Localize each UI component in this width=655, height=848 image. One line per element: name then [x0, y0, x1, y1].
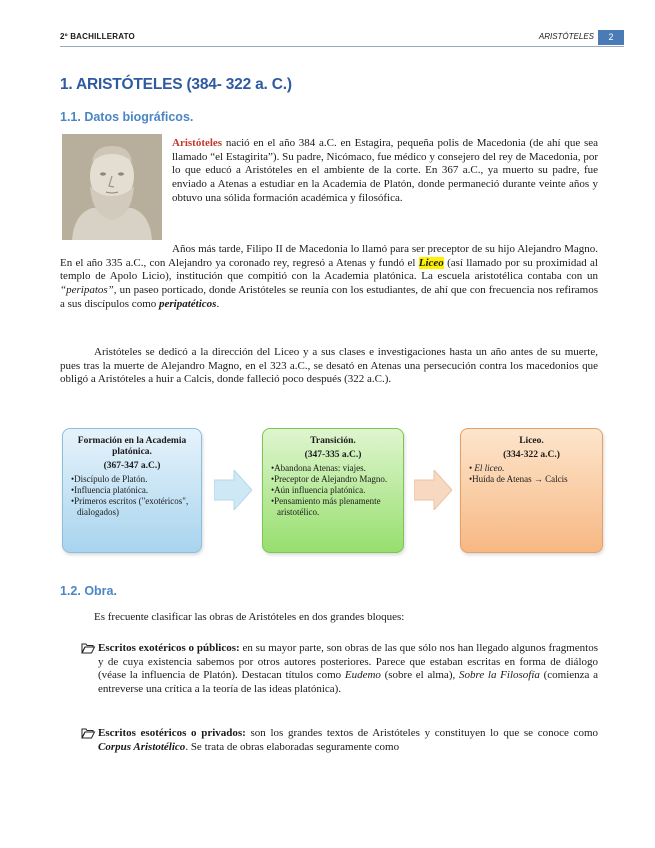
list-item: •Primeros escritos ("exotéricos", dialogados)	[71, 496, 189, 517]
timeline-box-transicion	[262, 428, 404, 553]
peripatos-term: “peripatos”	[60, 284, 114, 297]
bust-illustration	[62, 134, 162, 240]
box-dates: (334-322 a.C.)	[503, 450, 560, 460]
list-item: •Influencia platónica.	[71, 485, 149, 495]
box-title: Transición.	[310, 436, 356, 446]
box-title: Formación en la Academia platónica.	[77, 436, 187, 457]
page-header	[60, 30, 624, 47]
timeline-box-liceo	[460, 428, 603, 553]
aristotle-bust-image	[62, 134, 162, 240]
page-number: 2	[598, 30, 624, 45]
folder-open-icon	[80, 642, 96, 654]
box-list	[71, 474, 193, 518]
paragraph-birth-text: nació en el año 384 a.C. en Estagira, pequeña polis de Macedonia (de ahí que sea llamado “el Estagirita”). Su padre, Nicómaco, fue médico y consejero del rey de Macedonia, por lo que educó a Aristóteles en el ambiente de la corte. En 367 a.C., ya muerto su padre, fue enviado a Atenas a estudiar en la Academia de Platón, donde permaneció durante veinte años y obtuvo una sólida formación académica y filosófica.	[172, 137, 598, 204]
liceo-highlight: Liceo	[418, 256, 444, 269]
list-item-exotericos	[80, 642, 598, 697]
item-term: Escritos exotéricos o públicos:	[98, 642, 240, 654]
paragraph-liceo-text-a: Años más tarde, Filipo II de Macedonia lo llamó para ser preceptor de su hijo Alejandro Magno. En el año 335 a.C., con Alejandro ya coronado rey, regresó a Atenas y fundó el	[60, 243, 598, 269]
header-course: 2º BACHILLERATO	[60, 32, 135, 41]
list-item: •Pensamiento más plenamente aristotélico.	[271, 496, 381, 517]
item-term: Escritos esotéricos o privados:	[98, 727, 246, 739]
paragraph-liceo-text-d: .	[216, 297, 220, 310]
paragraph-intro-obra: Es frecuente clasificar las obras de Aristóteles en dos grandes bloques:	[94, 611, 405, 623]
peripateticos-term: peripatéticos	[159, 297, 217, 310]
corpus-term: Corpus Aristotélico	[98, 740, 186, 753]
paragraph-liceo-text-b: (así llamado por su proximidad al templo de Apolo Licio), institución que compitió con la Academia platónica. La escuela aristotélica contaba con un	[60, 256, 598, 283]
list-item: •Discípulo de Platón.	[71, 474, 148, 484]
list-item: •Preceptor de Alejandro Magno.	[271, 474, 388, 484]
item-text	[98, 727, 598, 754]
item-text-c: (comienza a entreverse una crítica a la teoría de las ideas platónica).	[98, 669, 599, 696]
paragraph-birth	[172, 137, 598, 206]
item-text-b: (sobre el alma),	[380, 669, 459, 682]
list-item: • El liceo.	[469, 463, 505, 473]
list-item: •Abandona Atenas: viajes.	[271, 463, 366, 473]
item-text-a: en su mayor parte, son obras de las que sólo nos han llegado algunos fragmentos y de cuya existencia sabemos por otros autores posteriores. Parece que estaban escritas en forma de diálogo (véase la influencia de Platón). Destacan títulos como	[98, 642, 598, 682]
list-item: •Aún influencia platónica.	[271, 485, 366, 495]
paragraph-death: Aristóteles se dedicó a la dirección del Liceo y a sus clases e investigaciones hasta un año antes de su muerte, pues tras la muerte de Alejandro Magno, en el 323 a.C., se desató en Atenas una persecución contra los macedonios que obligó a Aristóteles a huir a Calcis, donde falleció poco después (322 a.C.).	[60, 346, 598, 386]
box-dates: (367-347 a.C.)	[103, 461, 161, 471]
box-title: Liceo.	[519, 436, 544, 446]
paragraph-liceo-text-c: , un paseo porticado, donde Aristóteles se reunía con los estudiantes, de ahí que con frecuencia nos refiramos a sus discípulos como	[60, 284, 598, 310]
list-item: •Huída de Atenas → Calcis	[469, 474, 568, 484]
header-topic: ARISTÓTELES	[538, 32, 594, 41]
item-text-a: son los grandes textos de Aristóteles y constituyen lo que se conoce como	[245, 727, 598, 739]
aristotle-name: Aristóteles	[172, 137, 223, 149]
item-text	[98, 642, 598, 697]
section-heading-biography: 1.1. Datos biográficos.	[60, 110, 194, 124]
arrow-right-icon	[214, 470, 252, 510]
work-title-sobre-filosofia: Sobre la Filosofía	[458, 669, 540, 682]
arrow-right-icon	[414, 470, 452, 510]
paragraph-liceo	[60, 243, 598, 312]
page-title: 1. ARISTÓTELES (384- 322 a. C.)	[60, 76, 292, 93]
section-heading-obra: 1.2. Obra.	[60, 584, 117, 598]
box-list	[469, 463, 594, 485]
list-item-esotericos	[80, 727, 598, 754]
list-item-italic: El liceo.	[474, 463, 505, 473]
item-text-b: . Se trata de obras elaboradas seguramente como	[185, 740, 400, 753]
timeline-box-academia	[62, 428, 202, 553]
work-title-eudemo: Eudemo	[344, 669, 381, 682]
folder-open-icon	[80, 727, 96, 739]
box-list	[271, 463, 395, 518]
box-dates: (347-335 a.C.)	[304, 450, 362, 460]
